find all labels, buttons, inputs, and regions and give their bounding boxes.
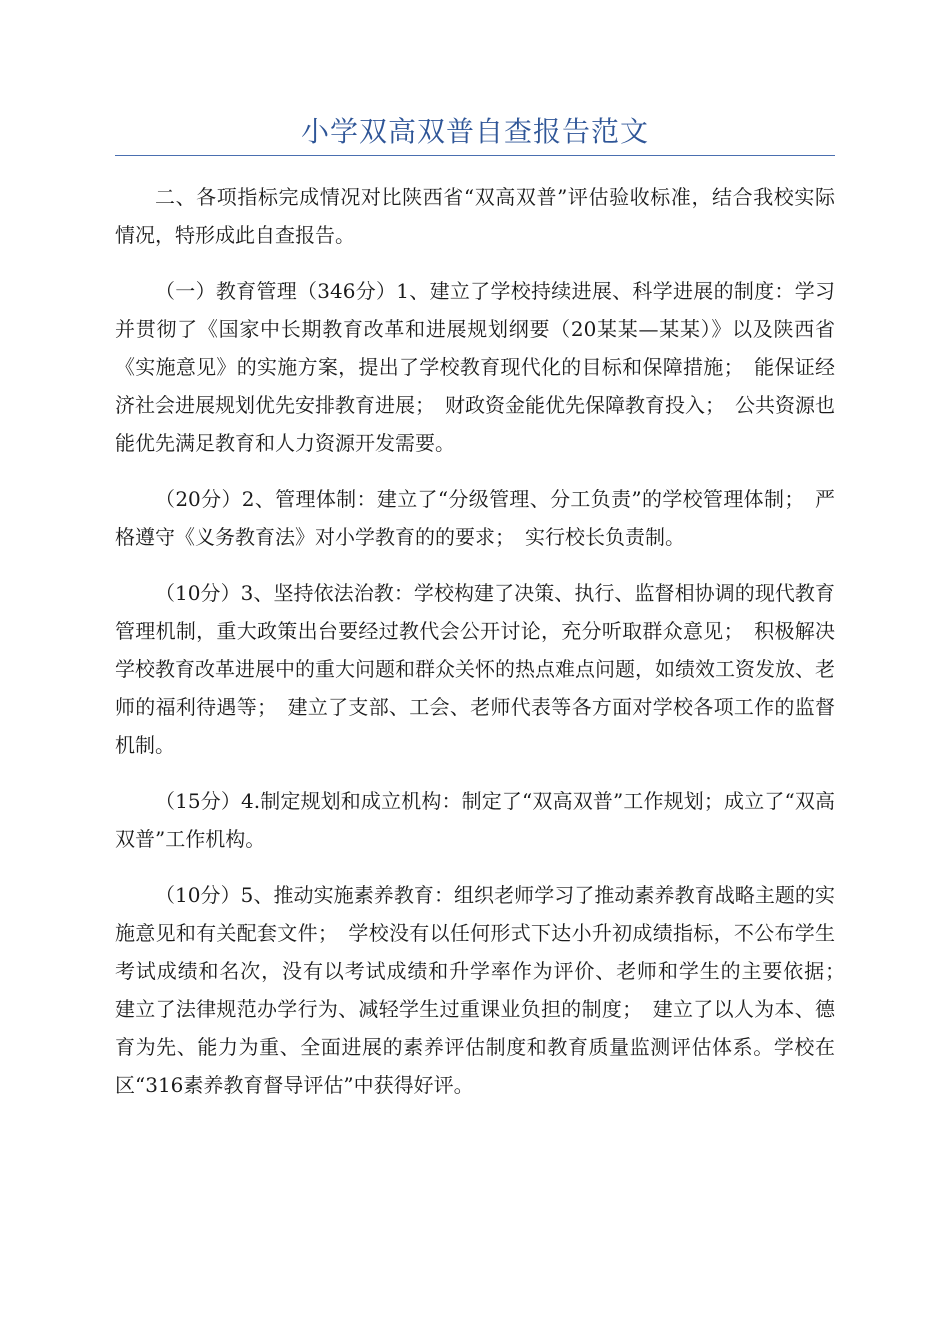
document-body <box>115 178 855 1104</box>
document-title: 小学双高双普自查报告范文 <box>300 115 649 148</box>
paragraph-management-system: （20分）2、管理体制：建立了“分级管理、分工负责”的学校管理体制； 严格遵守《义务教育法》对小学教育的的要求； 实行校长负责制。 <box>115 487 835 549</box>
document-page <box>115 112 855 1122</box>
title-underline <box>115 155 835 156</box>
paragraph-education-management: （一）教育管理（346分）1、建立了学校持续进展、科学进展的制度：学习并贯彻了《国家中长期教育改革和进展规划纲要（20某某—某某）》以及陕西省《实施意见》的实施方案，提出了学校教育现代化的目标和保障措施； 能保证经济社会进展规划优先安排教育进展； 财政资金能优先保障教育投入； 公共资源也能优先满足教育和人力资源开发需要。 <box>115 279 835 455</box>
paragraph-planning: （15分）4.制定规划和成立机构：制定了“双高双普”工作规划；成立了“双高双普”工作机构。 <box>115 789 835 851</box>
paragraph-intro: 二、各项指标完成情况对比陕西省“双高双普”评估验收标准，结合我校实际情况，特形成此自查报告。 <box>115 185 835 247</box>
paragraph-rule-of-law: （10分）3、坚持依法治教：学校构建了决策、执行、监督相协调的现代教育管理机制，重大政策出台要经过教代会公开讨论，充分听取群众意见； 积极解决学校教育改革进展中的重大问题和群众关怀的热点难点问题，如绩效工资发放、老师的福利待遇等； 建立了支部、工会、老师代表等各方面对学校各项工作的监督机制。 <box>115 581 835 757</box>
paragraph-quality-education: （10分）5、推动实施素养教育：组织老师学习了推动素养教育战略主题的实施意见和有关配套文件； 学校没有以任何形式下达小升初成绩指标，不公布学生考试成绩和名次，没有以考试成绩和升学率作为评价、老师和学生的主要依据； 建立了法律规范办学行为、减轻学生过重课业负担的制度； 建立了以人为本、德育为先、能力为重、全面进展的素养评估制度和教育质量监测评估体系。学校在区“316素养教育督导评估”中获得好评。 <box>115 883 855 1097</box>
